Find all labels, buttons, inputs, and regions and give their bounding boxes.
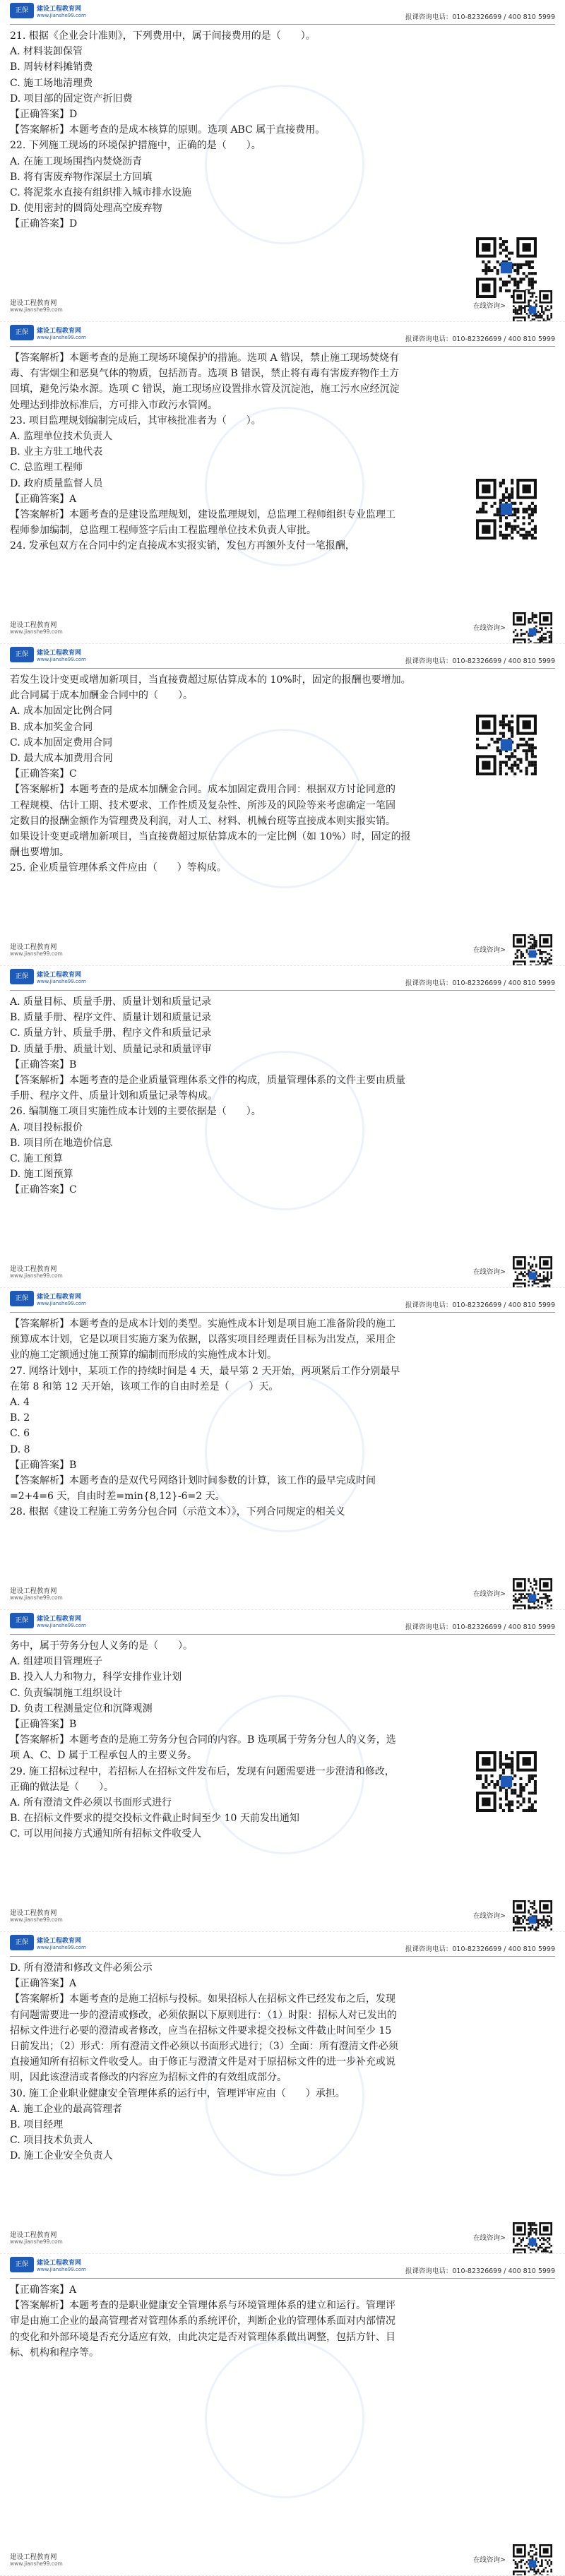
text-line: B. 2 bbox=[10, 1412, 30, 1424]
footer-qr-code-icon[interactable] bbox=[513, 1900, 552, 1932]
text-line: 定数目的报酬金额作为管理费及利润，对人工、材料、机械台班等直接成本则实报实销。 bbox=[10, 815, 396, 827]
text-line: 【正确答案】B bbox=[10, 1059, 77, 1071]
text-line: 预算成本计划，它是以项目实施方案为依据，以落实项目经理责任目标为出发点，采用企 bbox=[10, 1334, 396, 1346]
qr-code-icon[interactable] bbox=[476, 237, 537, 298]
page-3 bbox=[0, 644, 565, 966]
text-line: 审是由施工企业的最高管理者对管理体系的系统评价，判断企业的管理体系面对内部情况 bbox=[10, 2315, 396, 2327]
brand-name: 建设工程教育网 bbox=[37, 328, 82, 335]
text-line: A. 组建项目管理班子 bbox=[10, 1656, 103, 1668]
footer-qr-code-icon[interactable] bbox=[513, 290, 552, 322]
page-header bbox=[10, 0, 555, 25]
page-body bbox=[10, 1638, 405, 1842]
hotline-text: 报课咨询电话：010-82326699 / 400 810 5999 bbox=[405, 13, 555, 21]
footer-url[interactable]: www.jianshe99.com bbox=[10, 306, 63, 313]
brand-name: 建设工程教育网 bbox=[37, 972, 82, 979]
brand-url[interactable]: www.jianshe99.com bbox=[37, 2267, 86, 2272]
text-line: 在第 8 和第 12 天开始，该项工作的自由时差是（ ）天。 bbox=[10, 1381, 279, 1393]
text-line: 项 A、C、D 属于工程承包人的主要义务。 bbox=[10, 1750, 197, 1762]
text-line: C. 总监理工程师 bbox=[10, 462, 83, 474]
footer-brand: 建设工程教育网 bbox=[10, 299, 57, 307]
text-line: C. 负责编制施工组织设计 bbox=[10, 1687, 123, 1699]
footer-qr-code-icon[interactable] bbox=[513, 612, 552, 644]
text-line: 25. 企业质量管理体系文件应由（ ）等构成。 bbox=[10, 862, 227, 874]
page-header bbox=[10, 1610, 555, 1635]
page-body bbox=[10, 1960, 405, 2164]
online-consult-link[interactable]: 在线咨询> bbox=[473, 1912, 506, 1920]
text-line: B. 质量手册、程序文件、质量计划和质量记录 bbox=[10, 1012, 212, 1024]
text-line: B. 周转材料摊销费 bbox=[10, 61, 93, 73]
page-4 bbox=[0, 966, 565, 1288]
text-line: 【答案解析】本题考查的是施工招标与投标。如果招标人在招标文件已经发布之后，发现 bbox=[10, 1993, 396, 2005]
text-line: 明，因此该澄清或者修改的内容应为招标文件的有效组成部分。 bbox=[10, 2072, 287, 2084]
footer-url[interactable]: www.jianshe99.com bbox=[10, 2238, 63, 2245]
text-line: 工程规模、估计工期、技术要求、工作性质及复杂性、所涉及的风险等来考虑确定一笔固 bbox=[10, 799, 396, 811]
text-line: B. 投入人力和物力，科学安排作业计划 bbox=[10, 1671, 182, 1683]
text-line: 28. 根据《建设工程施工劳务分包合同（示范文本）》，下列合同规定的相关义 bbox=[10, 1506, 345, 1518]
footer-url[interactable]: www.jianshe99.com bbox=[10, 950, 63, 957]
text-line: 27. 网络计划中，某项工作的持续时间是 4 天，最早第 2 天开始，两项紧后工作分别最早 bbox=[10, 1365, 400, 1377]
text-line: 若发生设计变更或增加新项目，当直接费超过原估算成本的 10%时，固定的报酬也要增加。 bbox=[10, 674, 411, 686]
text-line: B. 业主方驻工地代表 bbox=[10, 446, 103, 458]
brand-logo: 正保 bbox=[10, 1291, 34, 1306]
text-line: A. 质量目标、质量手册、质量计划和质量记录 bbox=[10, 996, 212, 1008]
text-line: 毒、有害烟尘和恶臭气体的物质，包括沥青。选项 B 错误，禁止将有毒有害废弃物作土方 bbox=[10, 368, 400, 380]
page-footer bbox=[10, 612, 555, 638]
text-line: =2+4=6 天，自由时差=min{8,12}-6=2 天。 bbox=[10, 1491, 225, 1503]
footer-qr-code-icon[interactable] bbox=[513, 1256, 552, 1288]
hotline-text: 报课咨询电话：010-82326699 / 400 810 5999 bbox=[405, 657, 555, 665]
brand-logo: 正保 bbox=[10, 1613, 34, 1628]
footer-brand: 建设工程教育网 bbox=[10, 1265, 57, 1273]
text-line: 程师参加编制，总监理工程师签字后由工程监理单位技术负责人审批。 bbox=[10, 525, 316, 537]
text-line: 【答案解析】本题考查的是成本核算的原则。选项 ABC 属于直接费用。 bbox=[10, 124, 326, 136]
hotline-text: 报课咨询电话：010-82326699 / 400 810 5999 bbox=[405, 979, 555, 987]
online-consult-link[interactable]: 在线咨询> bbox=[473, 2234, 506, 2242]
text-line: 【正确答案】C bbox=[10, 768, 77, 780]
text-line: 26. 编制施工项目实施性成本计划的主要依据是（ ）。 bbox=[10, 1106, 261, 1118]
page-1 bbox=[0, 0, 565, 322]
footer-url[interactable]: www.jianshe99.com bbox=[10, 628, 63, 635]
watermark-seal bbox=[205, 2339, 364, 2498]
brand-logo: 正保 bbox=[10, 1935, 34, 1950]
footer-url[interactable]: www.jianshe99.com bbox=[10, 2560, 63, 2567]
text-line: A. 在施工现场围挡内焚烧沥青 bbox=[10, 155, 143, 167]
brand-url[interactable]: www.jianshe99.com bbox=[37, 1623, 86, 1628]
page-footer bbox=[10, 290, 555, 316]
brand-url[interactable]: www.jianshe99.com bbox=[37, 1301, 86, 1306]
qr-code-icon[interactable] bbox=[476, 715, 537, 775]
text-line: 【答案解析】本题考查的是施工现场环境保护的措施。选项 A 错误，禁止施工现场焚烧有 bbox=[10, 352, 400, 364]
brand-logo: 正保 bbox=[10, 3, 34, 18]
page-body bbox=[10, 28, 405, 232]
footer-url[interactable]: www.jianshe99.com bbox=[10, 1272, 63, 1279]
page-body bbox=[10, 672, 411, 876]
text-line: 【正确答案】B bbox=[10, 1459, 77, 1471]
page-header bbox=[10, 644, 555, 669]
text-line: 【答案解析】本题考查的是成本加酬金合同。成本加固定费用合同：根据双方讨论同意的 bbox=[10, 784, 396, 796]
text-line: D. 所有澄清和修改文件必须公示 bbox=[10, 1962, 153, 1974]
text-line: 如果设计变更或增加新项目，当直接费超过原估算成本的一定比例（如 10%）时，固定的报 bbox=[10, 831, 411, 843]
page-footer bbox=[10, 2544, 555, 2570]
hotline-text: 报课咨询电话：010-82326699 / 400 810 5999 bbox=[405, 1301, 555, 1309]
qr-code-icon[interactable] bbox=[476, 479, 537, 539]
footer-qr-code-icon[interactable] bbox=[513, 2222, 552, 2254]
brand-name: 建设工程教育网 bbox=[37, 1616, 82, 1623]
hotline-text: 报课咨询电话：010-82326699 / 400 810 5999 bbox=[405, 2267, 555, 2275]
text-line: 【答案解析】本题考查的是双代号网络计划时间参数的计算，该工作的最早完成时间 bbox=[10, 1475, 376, 1487]
text-line: C. 施工场地清理费 bbox=[10, 77, 93, 89]
text-line: D. 使用密封的圆筒处理高空废弃物 bbox=[10, 203, 162, 215]
brand-logo: 正保 bbox=[10, 325, 34, 340]
page-footer bbox=[10, 934, 555, 960]
text-line: C. 施工预算 bbox=[10, 1153, 64, 1165]
online-consult-link[interactable]: 在线咨询> bbox=[473, 1268, 506, 1276]
footer-brand: 建设工程教育网 bbox=[10, 2231, 57, 2239]
page-footer bbox=[10, 1256, 555, 1282]
text-line: D. 施工企业安全负责人 bbox=[10, 2150, 113, 2162]
text-line: D. 质量手册、质量计划、质量记录和质量评审 bbox=[10, 1043, 212, 1055]
page-2 bbox=[0, 322, 565, 644]
text-line: A. 项目投标报价 bbox=[10, 1121, 83, 1133]
text-line: C. 项目技术负责人 bbox=[10, 2135, 93, 2147]
text-line: C. 成本加固定费用合同 bbox=[10, 737, 113, 749]
text-line: 23. 项目监理规划编制完成后，其审核批准者为（ ）。 bbox=[10, 415, 261, 427]
text-line: 此合同属于成本加酬金合同中的（ ）。 bbox=[10, 690, 193, 702]
hotline-text: 报课咨询电话：010-82326699 / 400 810 5999 bbox=[405, 335, 555, 343]
hotline-text: 报课咨询电话：010-82326699 / 400 810 5999 bbox=[405, 1623, 555, 1631]
page-8 bbox=[0, 2254, 565, 2576]
text-line: A. 4 bbox=[10, 1397, 30, 1409]
text-line: A. 所有澄清文件必须以书面形式进行 bbox=[10, 1797, 172, 1809]
text-line: 的变化和外部环境是否充分适应有效，由此决定是否对管理体系做出调整，包括方针、目 bbox=[10, 2331, 396, 2343]
text-line: 【答案解析】本题考查的是建设监理规划，建设监理规划，总监理工程师组织专业监理工 bbox=[10, 509, 396, 521]
text-line: 回填，避免污染水源。选项 C 错误，施工现场应设置排水管及沉淀池，施工污水应经沉淀 bbox=[10, 383, 400, 395]
text-line: C. 质量方针、质量手册、程序文件和质量记录 bbox=[10, 1027, 212, 1039]
brand-url[interactable]: www.jianshe99.com bbox=[37, 335, 86, 340]
footer-qr-code-icon[interactable] bbox=[513, 2544, 552, 2576]
brand-name: 建设工程教育网 bbox=[37, 650, 82, 657]
page-6 bbox=[0, 1610, 565, 1932]
text-line: A. 材料装卸保管 bbox=[10, 46, 83, 58]
text-line: 【答案解析】本题考查的是成本计划的类型。实施性成本计划是项目施工准备阶段的施工 bbox=[10, 1318, 396, 1330]
text-line: 【正确答案】D bbox=[10, 109, 78, 121]
brand-url[interactable]: www.jianshe99.com bbox=[37, 979, 86, 984]
text-line: B. 在招标文件要求的提交投标文件截止时间至少 10 天前发出通知 bbox=[10, 1813, 299, 1825]
online-consult-link[interactable]: 在线咨询> bbox=[473, 624, 506, 632]
text-line: C. 6 bbox=[10, 1428, 30, 1440]
text-line: 22. 下列施工现场的环境保护措施中，正确的是（ ）。 bbox=[10, 140, 261, 152]
text-line: 正确的做法是（ ）。 bbox=[10, 1781, 114, 1793]
text-line: 29. 施工招标过程中，若招标人在招标文件发布后，发现有问题需要进一步澄清和修改， bbox=[10, 1765, 395, 1777]
text-line: D. 项目部的固定资产折旧费 bbox=[10, 93, 133, 105]
text-line: 【答案解析】本题考查的是职业健康安全管理体系与环境管理体系的建立和运行。管理评 bbox=[10, 2300, 396, 2312]
footer-brand: 建设工程教育网 bbox=[10, 1587, 57, 1595]
footer-brand: 建设工程教育网 bbox=[10, 2553, 57, 2561]
text-line: 【正确答案】A bbox=[10, 493, 77, 505]
text-line: B. 项目所在地造价信息 bbox=[10, 1137, 113, 1149]
text-line: 业的施工定额通过施工预算的编制而形成的实施性成本计划。 bbox=[10, 1349, 277, 1361]
text-line: 【正确答案】A bbox=[10, 1978, 77, 1990]
page-body bbox=[10, 2282, 405, 2361]
online-consult-link[interactable]: 在线咨询> bbox=[473, 1590, 506, 1598]
text-line: D. 8 bbox=[10, 1443, 30, 1455]
brand-url[interactable]: www.jianshe99.com bbox=[37, 13, 86, 18]
text-line: 24. 发承包双方在合同中约定直接成本实报实销，发包方再额外支付一笔报酬， bbox=[10, 540, 355, 552]
brand-url[interactable]: www.jianshe99.com bbox=[37, 1945, 86, 1950]
text-line: 标、机构和程序等。 bbox=[10, 2347, 99, 2359]
text-line: 处理达到排放标准后，方可排入市政污水管网。 bbox=[10, 399, 218, 411]
text-line: 【答案解析】本题考查的是企业质量管理体系文件的构成，质量管理体系的文件主要由质量 bbox=[10, 1075, 405, 1087]
text-line: B. 项目经理 bbox=[10, 2119, 64, 2131]
text-line: B. 将有害废弃物作深层土方回填 bbox=[10, 171, 153, 183]
text-line: D. 负责工程测量定位和沉降观测 bbox=[10, 1703, 153, 1715]
footer-brand: 建设工程教育网 bbox=[10, 1909, 57, 1917]
page-header bbox=[10, 1288, 555, 1313]
page-footer bbox=[10, 1578, 555, 1604]
brand-name: 建设工程教育网 bbox=[37, 1294, 82, 1301]
text-line: 务中，属于劳务分包人义务的是（ ）。 bbox=[10, 1640, 193, 1652]
brand-name: 建设工程教育网 bbox=[37, 6, 82, 13]
page-footer bbox=[10, 2222, 555, 2248]
brand-logo: 正保 bbox=[10, 647, 34, 662]
text-line: 直接通知所有招标文件收受人。由于修正与澄清文件是对于原招标文件的进一步补充或说 bbox=[10, 2056, 396, 2068]
text-line: 【正确答案】A bbox=[10, 2284, 77, 2296]
text-line: D. 政府质量监督人员 bbox=[10, 477, 103, 489]
footer-qr-code-icon[interactable] bbox=[513, 934, 552, 966]
page-header bbox=[10, 322, 555, 347]
text-line: 21. 根据《企业会计准则》，下列费用中，属于间接费用的是（ ）。 bbox=[10, 30, 316, 42]
text-line: 日前发出；（2）形式：所有澄清文件必须以书面形式进行；（3）全面：所有澄清文件必须 bbox=[10, 2041, 398, 2053]
online-consult-link[interactable]: 在线咨询> bbox=[473, 946, 506, 954]
text-line: A. 施工企业的最高管理者 bbox=[10, 2103, 123, 2115]
text-line: 手册、程序文件、质量计划和质量记录等构成。 bbox=[10, 1090, 218, 1102]
page-footer bbox=[10, 1900, 555, 1926]
footer-url[interactable]: www.jianshe99.com bbox=[10, 1594, 63, 1601]
text-line: C. 可以用间接方式通知所有招标文件收受人 bbox=[10, 1828, 202, 1840]
page-header bbox=[10, 2254, 555, 2279]
page-body bbox=[10, 1316, 405, 1520]
footer-brand: 建设工程教育网 bbox=[10, 621, 57, 629]
text-line: 【答案解析】本题考查的是施工劳务分包合同的内容。B 选项属于劳务分包人的义务，选 bbox=[10, 1734, 396, 1746]
text-line: A. 成本加固定比例合同 bbox=[10, 705, 113, 717]
page-body bbox=[10, 994, 405, 1198]
online-consult-link[interactable]: 在线咨询> bbox=[473, 302, 506, 310]
brand-logo: 正保 bbox=[10, 2257, 34, 2272]
footer-qr-code-icon[interactable] bbox=[513, 1578, 552, 1610]
brand-logo: 正保 bbox=[10, 969, 34, 984]
text-line: 【正确答案】B bbox=[10, 1719, 77, 1731]
text-line: 【正确答案】D bbox=[10, 218, 78, 230]
text-line: 有问题需要进一步的澄清或修改，必须依据以下原则进行：（1）时限：招标人对已发出的 bbox=[10, 2009, 397, 2021]
qr-code-icon[interactable] bbox=[476, 1751, 537, 1812]
text-line: D. 最大成本加费用合同 bbox=[10, 753, 113, 765]
text-line: 酬也要增加。 bbox=[10, 847, 69, 859]
page-header bbox=[10, 966, 555, 991]
text-line: D. 施工图预算 bbox=[10, 1169, 73, 1181]
page-7 bbox=[0, 1932, 565, 2254]
online-consult-link[interactable]: 在线咨询> bbox=[473, 2556, 506, 2564]
footer-url[interactable]: www.jianshe99.com bbox=[10, 1916, 63, 1923]
text-line: 招标文件进行必要的澄清或者修改，应当在招标文件要求提交投标文件截止时间至少 15 bbox=[10, 2025, 392, 2037]
page-body bbox=[10, 350, 405, 554]
brand-name: 建设工程教育网 bbox=[37, 1938, 82, 1945]
text-line: 30. 施工企业职业健康安全管理体系的运行中，管理评审应由（ ）承担。 bbox=[10, 2087, 345, 2099]
page-header bbox=[10, 1932, 555, 1957]
text-line: 【正确答案】C bbox=[10, 1184, 77, 1196]
text-line: B. 成本加奖金合同 bbox=[10, 721, 93, 733]
hotline-text: 报课咨询电话：010-82326699 / 400 810 5999 bbox=[405, 1945, 555, 1953]
page-5 bbox=[0, 1288, 565, 1610]
brand-name: 建设工程教育网 bbox=[37, 2260, 82, 2267]
text-line: C. 将泥浆水直接有组织排入城市排水设施 bbox=[10, 187, 192, 199]
text-line: A. 监理单位技术负责人 bbox=[10, 431, 113, 443]
brand-url[interactable]: www.jianshe99.com bbox=[37, 657, 86, 662]
footer-brand: 建设工程教育网 bbox=[10, 943, 57, 951]
